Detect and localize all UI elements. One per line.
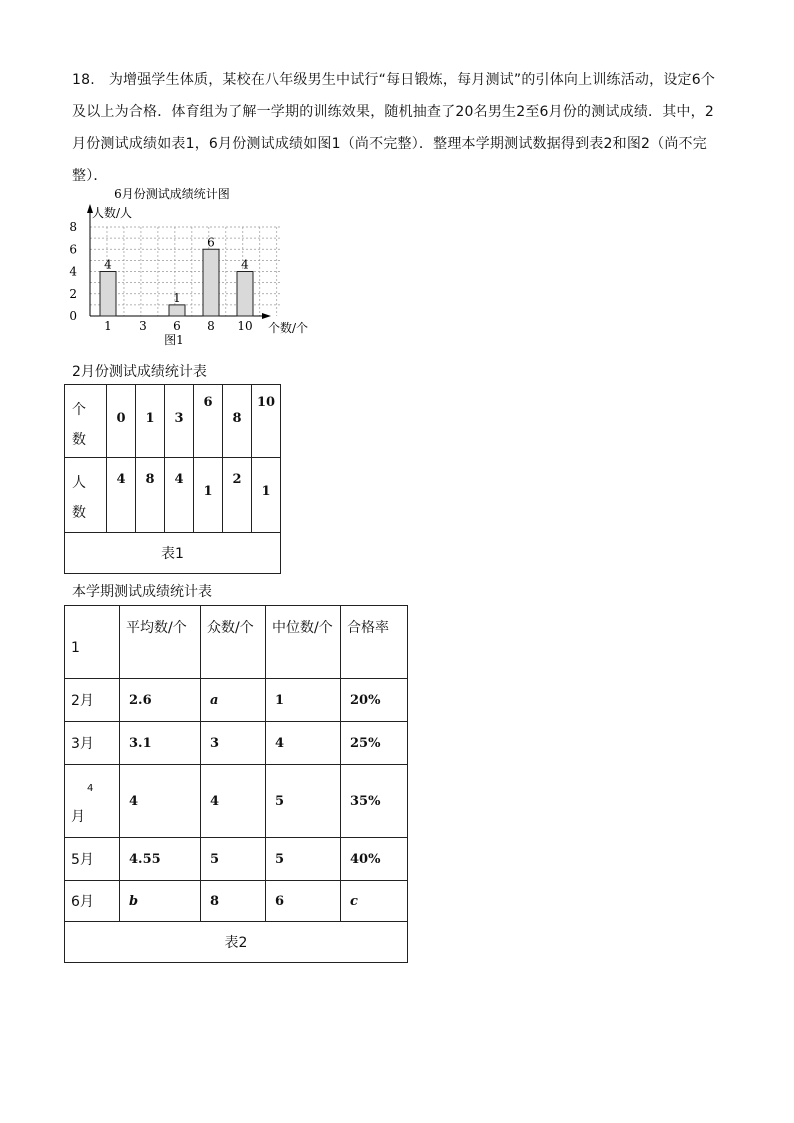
table2-header-cell: 中位数/个: [266, 606, 341, 679]
table2-corner-cell: 1: [65, 606, 120, 679]
table1-people-cell: 1: [194, 458, 223, 533]
table2-month-cell: 3月: [65, 722, 120, 765]
table2-value-cell: 4: [201, 765, 266, 838]
table2-month-cell: 4 月: [65, 765, 120, 838]
bar-data-label: 4: [104, 257, 112, 272]
table1-people-cell: 4: [107, 458, 136, 533]
table2-value-cell: b: [120, 881, 201, 922]
table2-value-cell: 4: [266, 722, 341, 765]
table1: [64, 384, 281, 574]
table2-row: [65, 838, 408, 881]
table2-caption: 表2: [65, 922, 408, 963]
x-tick-label: 6: [173, 319, 181, 333]
table1-people-cell: 8: [136, 458, 165, 533]
table2-value-cell: 4: [120, 765, 201, 838]
table2-value-cell: 20%: [341, 679, 408, 722]
table2-value-cell: 2.6: [120, 679, 201, 722]
table1-count-cell: 1: [136, 385, 165, 458]
table2-row: [65, 722, 408, 765]
chart-bars: [100, 235, 253, 316]
table2-title: 本学期测试成绩统计表: [72, 584, 212, 600]
table1-row-people: [65, 458, 281, 533]
table1-count-cell: 8: [223, 385, 252, 458]
table2-row: [65, 765, 408, 838]
table2-month-cell: 2月: [65, 679, 120, 722]
y-tick-label: 8: [69, 220, 77, 234]
question-number: 18.: [72, 72, 95, 88]
table1-caption: 表1: [65, 533, 281, 574]
table1-people-cell: 2: [223, 458, 252, 533]
table1-count-cell: 10: [252, 385, 281, 458]
table1-caption-row: [65, 533, 281, 574]
bar-data-label: 6: [207, 235, 215, 250]
table2-value-cell: 1: [266, 679, 341, 722]
x-tick-label: 3: [139, 319, 147, 333]
table1-people-cell: 1: [252, 458, 281, 533]
table2-value-cell: 8: [201, 881, 266, 922]
table2-value-cell: 5: [266, 765, 341, 838]
table2-value-cell: 25%: [341, 722, 408, 765]
table2-value-cell: c: [341, 881, 408, 922]
table2-row: [65, 679, 408, 722]
chart-x-label: 个数/个: [268, 321, 309, 335]
table2-value-cell: 3: [201, 722, 266, 765]
table2-value-cell: 35%: [341, 765, 408, 838]
table2-month-cell: 5月: [65, 838, 120, 881]
table2-value-cell: 5: [201, 838, 266, 881]
table1-count-cell: 6: [194, 385, 223, 458]
table2-value-cell: 40%: [341, 838, 408, 881]
table1-title: 2月份测试成绩统计表: [72, 364, 207, 380]
table2-row: [65, 881, 408, 922]
x-axis-arrow: [262, 313, 271, 319]
bar-data-label: 4: [241, 257, 249, 272]
table2-value-cell: 5: [266, 838, 341, 881]
table2-value-cell: 6: [266, 881, 341, 922]
question-text: [72, 64, 722, 192]
y-tick-label: 4: [69, 264, 77, 279]
x-tick-label: 1: [104, 319, 112, 333]
chart-y-label: 人数/人: [92, 206, 133, 220]
y-tick-label: 0: [69, 309, 77, 323]
question-body: 为增强学生体质，某校在八年级男生中试行“每日锻炼，每月测试”的引体向上训练活动，设定6个及以上为合格．体育组为了解一学期的训练效果，随机抽查了20名男生2至6月份的测试成绩．其中，2月份测试成绩如表1，6月份测试成绩如图1（尚不完整）．整理本学期测试数据得到表2和图2（尚不完整）．: [72, 72, 716, 184]
table2-header-cell: 平均数/个: [120, 606, 201, 679]
chart-x-ticks: [104, 319, 252, 333]
chart-y-ticks: [69, 220, 77, 323]
table2-value-cell: 3.1: [120, 722, 201, 765]
bar-chart: [62, 184, 312, 346]
bar: [100, 272, 116, 317]
bar-data-label: 1: [173, 290, 181, 305]
table1-row1-header: 个 数: [65, 385, 107, 458]
x-tick-label: 10: [237, 319, 253, 333]
table2-header-row: [65, 606, 408, 679]
table1-row2-header: 人 数: [65, 458, 107, 533]
table2-header-cell: 众数/个: [201, 606, 266, 679]
table1-count-cell: 0: [107, 385, 136, 458]
table1-people-cell: 4: [165, 458, 194, 533]
table2-value-cell: 4.55: [120, 838, 201, 881]
table2-header-cell: 合格率: [341, 606, 408, 679]
table1-count-cell: 3: [165, 385, 194, 458]
bar: [203, 249, 219, 316]
bar: [169, 305, 185, 316]
y-tick-label: 2: [69, 286, 77, 301]
table1-row-counts: [65, 385, 281, 458]
table2-caption-row: [65, 922, 408, 963]
x-tick-label: 8: [207, 319, 215, 333]
y-tick-label: 6: [69, 242, 77, 257]
chart-title: 6月份测试成绩统计图: [114, 187, 230, 201]
table2-month-cell: 6月: [65, 881, 120, 922]
table2: [64, 605, 408, 963]
table2-value-cell: a: [201, 679, 266, 722]
chart-caption: 图1: [164, 333, 184, 346]
bar: [237, 272, 253, 317]
